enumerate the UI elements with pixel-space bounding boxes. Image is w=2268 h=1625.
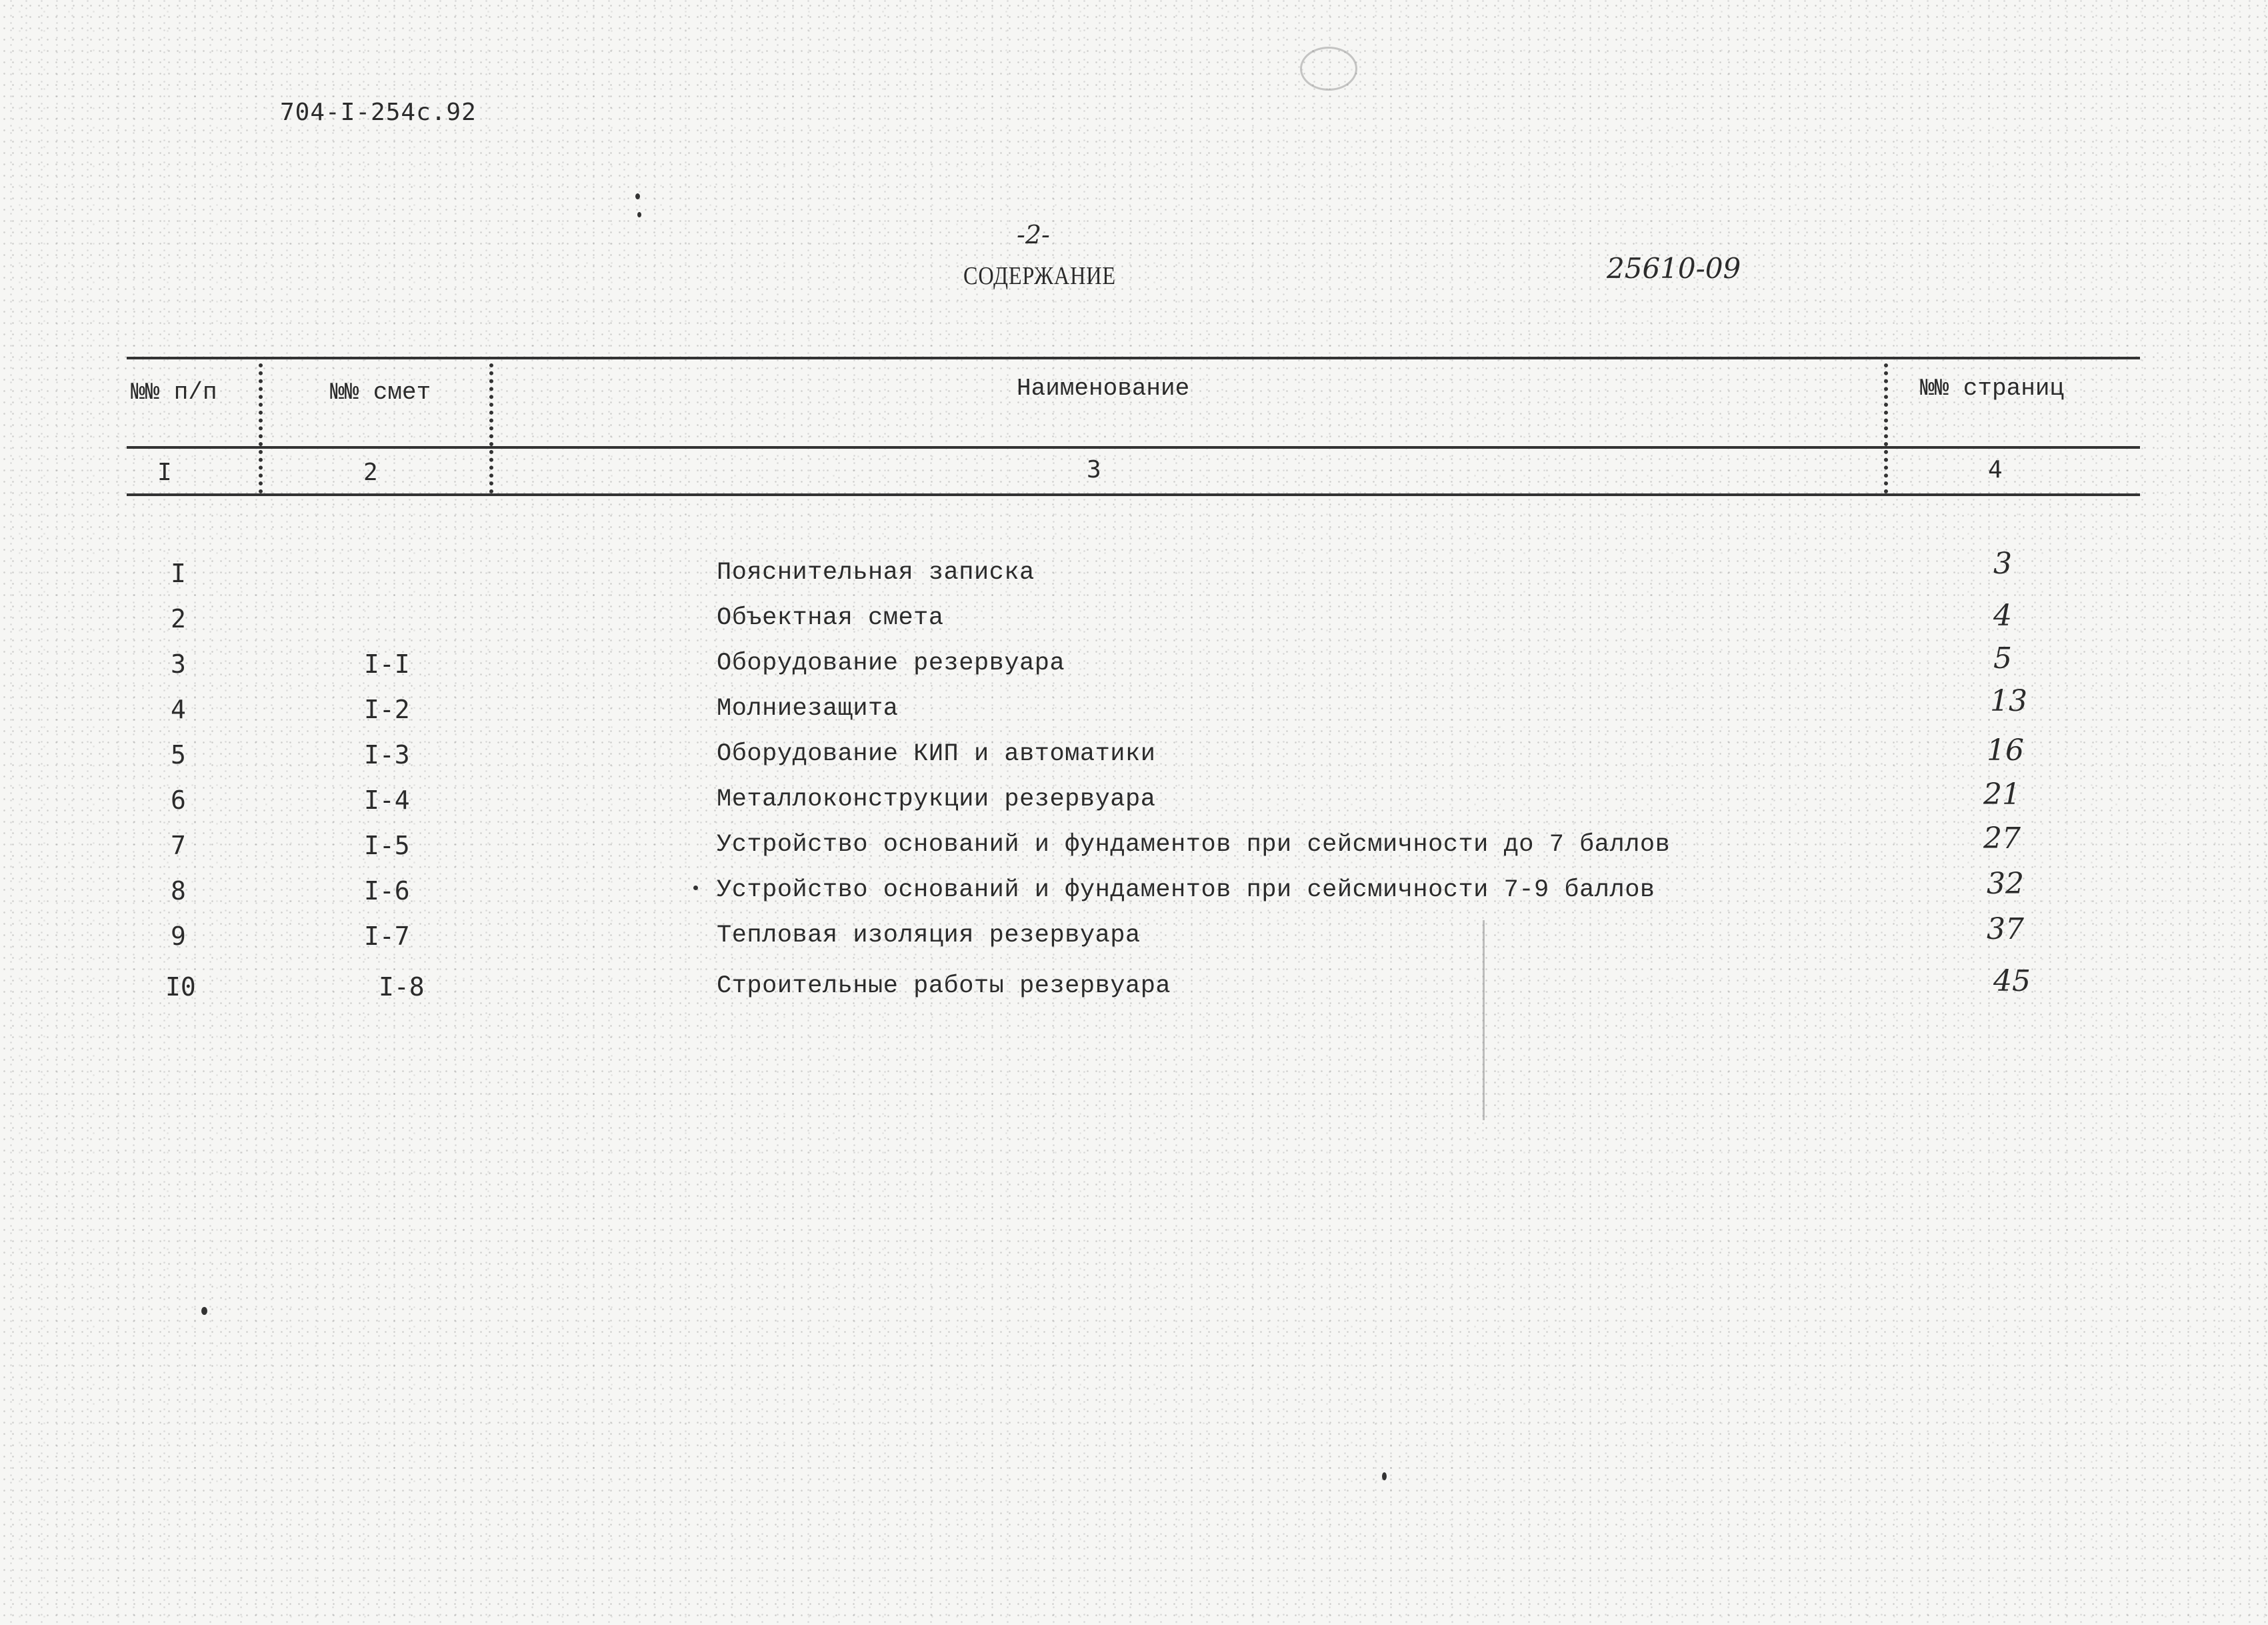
row-estimate: I-5 [364,831,410,860]
header-pages: №№ страниц [1920,375,2065,402]
row-page: 32 [1987,867,2024,901]
column-number-4: 4 [1988,456,2003,483]
row-page: 21 [1983,777,2021,811]
column-number-2: 2 [363,459,378,486]
row-page: 27 [1983,822,2021,856]
row-number: 5 [171,740,186,769]
row-number: I0 [165,972,196,1002]
row-number: 4 [171,695,186,724]
header-row-number: №№ п/п [131,379,217,406]
column-number-3: 3 [1087,456,1101,483]
scan-speck [1382,1472,1387,1480]
row-name: Строительные работы резервуара [717,972,1171,1000]
row-estimate: I-7 [364,922,410,951]
column-divider [259,363,263,493]
page-title: СОДЕРЖАНИЕ [963,262,1117,290]
row-number: I [171,559,186,588]
row-name: Пояснительная записка [717,559,1035,587]
row-page: 13 [1990,684,2027,718]
header-name: Наименование [1017,375,1190,402]
row-estimate: I-I [364,649,410,679]
row-name: Объектная смета [717,604,944,632]
row-name: Устройство оснований и фундаментов при сейсмичности 7-9 баллов [717,876,1655,904]
scan-speck [201,1307,207,1315]
stamp-ring [1300,47,1357,91]
row-number: 7 [171,831,186,860]
document-code: 704-I-254с.92 [280,99,477,126]
row-page: 5 [1993,641,2012,675]
handwritten-code: 25610-09 [1607,252,1741,285]
row-estimate: I-8 [379,972,425,1002]
page-number: -2- [1017,220,1050,249]
row-estimate: I-3 [364,740,410,769]
row-number: 9 [171,922,186,951]
row-estimate: I-4 [364,785,410,815]
scan-speck [693,886,698,890]
colnum-bottom-rule [127,493,2140,496]
row-estimate: I-2 [364,695,410,724]
row-name: Устройство оснований и фундаментов при сейсмичности до 7 баллов [717,831,1671,859]
row-estimate: I-6 [364,876,410,906]
table-top-rule [127,357,2140,359]
row-number: 3 [171,649,186,679]
row-name: Молниезащита [717,695,899,723]
row-name: Оборудование КИП и автоматики [717,740,1156,768]
scan-speck [637,212,641,217]
header-bottom-rule [127,446,2140,449]
row-page: 37 [1987,912,2024,946]
column-number-1: I [157,459,172,486]
row-number: 8 [171,876,186,906]
row-name: Металлоконструкции резервуара [717,785,1156,814]
row-number: 2 [171,604,186,633]
scan-speck [635,193,640,199]
row-name: Оборудование резервуара [717,649,1065,677]
row-page: 3 [1993,547,2012,581]
row-page: 45 [1993,964,2031,998]
column-divider [489,363,493,493]
row-page: 4 [1993,599,2012,633]
header-estimate-number: №№ смет [330,379,431,406]
row-page: 16 [1987,733,2024,767]
column-divider [1884,363,1888,493]
row-name: Тепловая изоляция резервуара [717,922,1141,950]
scan-line [1483,920,1485,1120]
row-number: 6 [171,785,186,815]
